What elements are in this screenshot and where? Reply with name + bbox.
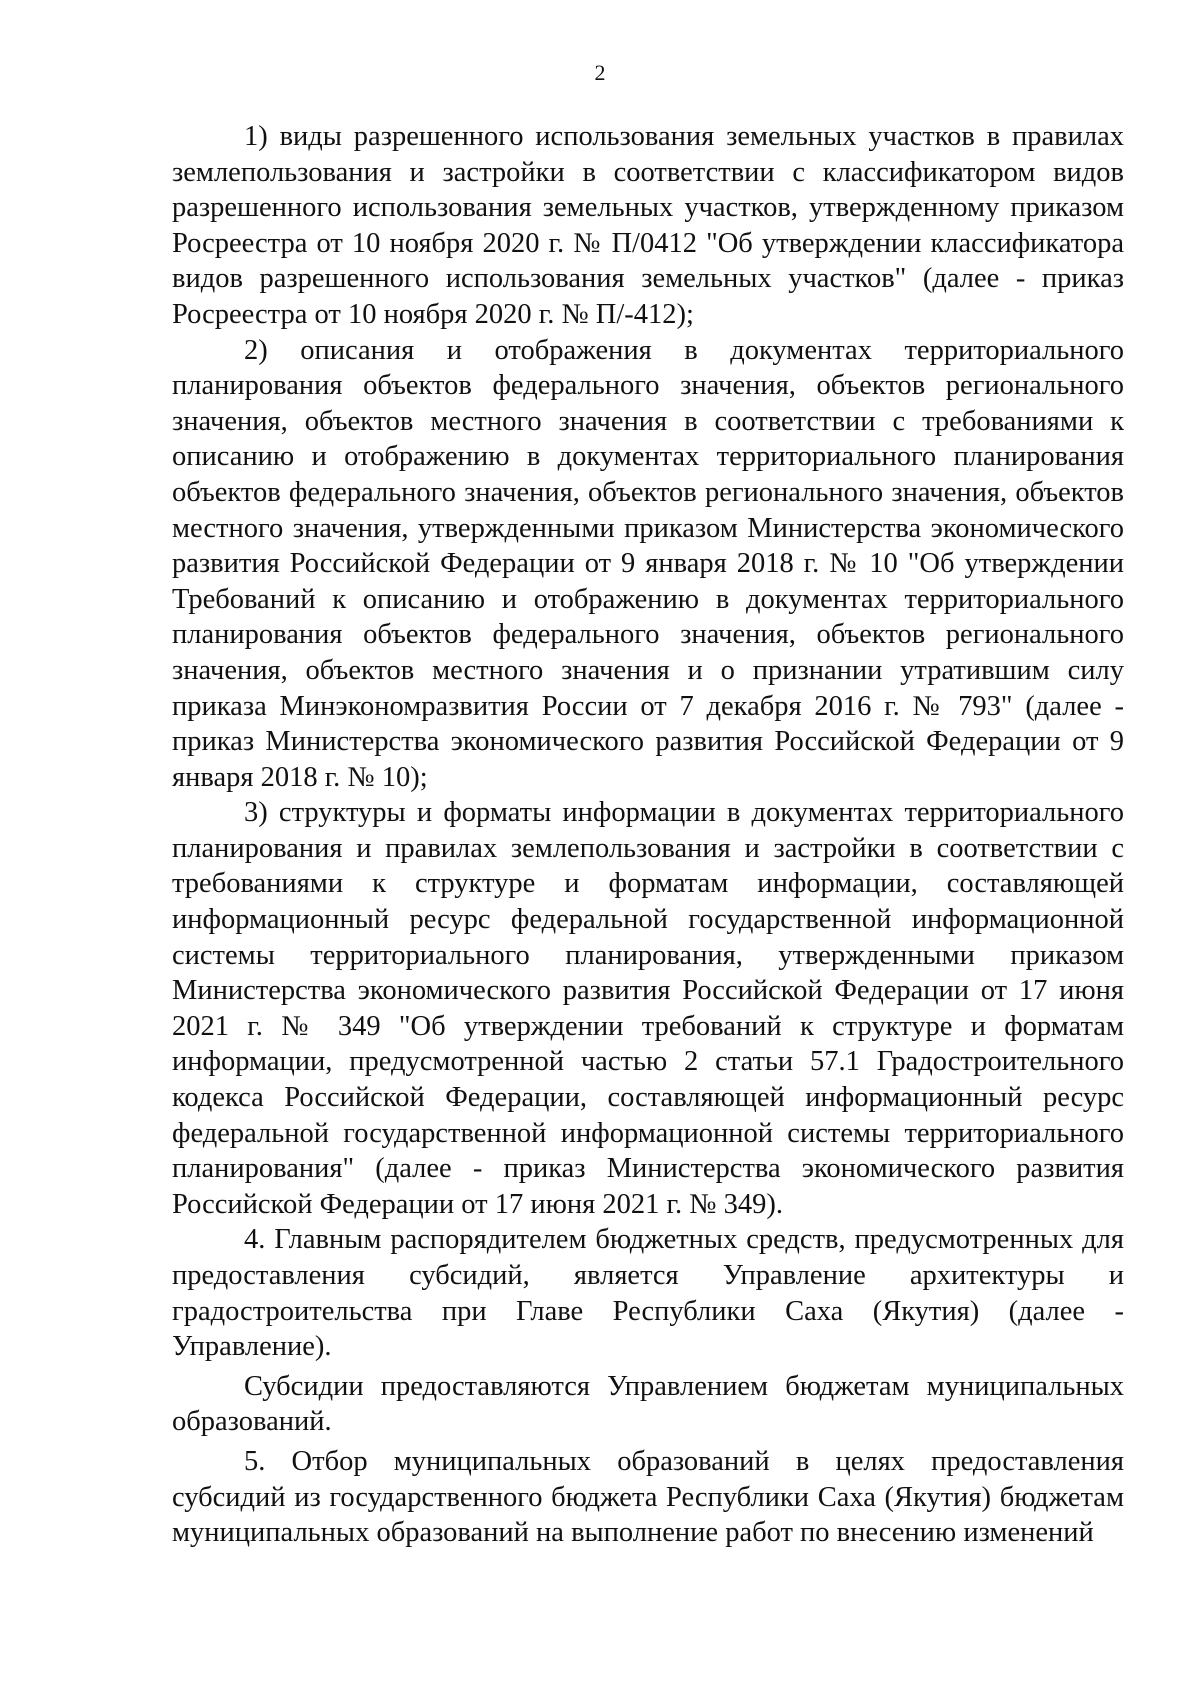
paragraph-item-2: 2) описания и отображения в документах территориального планирования объектов федерального значения, объектов регионального значения, объектов местного значения в соответствии с требованиями к описанию и отображению в документах территориального планирования объектов федерального значения, объектов регионального значения, объектов местного значения, утвержденными приказом Министерства экономического развития Российской Федерации от 9 января 2018 г. № 10 "Об утверждении Требований к описанию и отображению в документах территориального планирования объектов федерального значения, объектов регионального значения, объектов местного значения и о признании утратившим силу приказа Минэкономразвития России от 7 декабря 2016 г. № 793" (далее - приказ Министерства экономического развития Российской Федерации от 9 января 2018 г. № 10); xyxy=(172,334,1124,793)
paragraph-item-3: 3) структуры и форматы информации в документах территориального планирования и правилах землепользования и застройки в соответствии с требованиями к структуре и форматам информации, составляющей информационный ресурс федеральной государственной информационной системы территориального планирования, утвержденными приказом Министерства экономического развития Российской Федерации от 17 июня 2021 г. № 349 "Об утверждении требований к структуре и форматам информации, предусмотренной частью 2 статьи 57.1 Градостроительного кодекса Российской Федерации, составляющей информационный ресурс федеральной государственной информационной системы территориального планирования" (далее - приказ Министерства экономического развития Российской Федерации от 17 июня 2021 г. № 349). xyxy=(172,797,1124,1220)
page-number: 2 xyxy=(594,60,606,85)
paragraph-item-1: 1) виды разрешенного использования земельных участков в правилах землепользования и застройки в соответствии с классификатором видов разрешенного использования земельных участков, утвержденному приказом Росреестра от 10 ноября 2020 г. № П/0412 "Об утверждении классификатора видов разрешенного использования земельных участков" (далее - приказ Росреестра от 10 ноября 2020 г. № П/-412); xyxy=(172,121,1124,330)
paragraph-clause-5: 5. Отбор муниципальных образований в целях предоставления субсидий из государственного бюджета Республики Саха (Якутия) бюджетам муниципальных образований на выполнение работ по внесению изменений xyxy=(172,1445,1124,1549)
paragraph-clause-4: 4. Главным распорядителем бюджетных средств, предусмотренных для предоставления субсидий, является Управление архитектуры и градостроительства при Главе Республики Саха (Якутия) (далее - Управление). xyxy=(172,1224,1124,1363)
document-body xyxy=(172,119,1124,1551)
paragraph-subsidies: Субсидии предоставляются Управлением бюджетам муниципальных образований. xyxy=(172,1370,1124,1438)
